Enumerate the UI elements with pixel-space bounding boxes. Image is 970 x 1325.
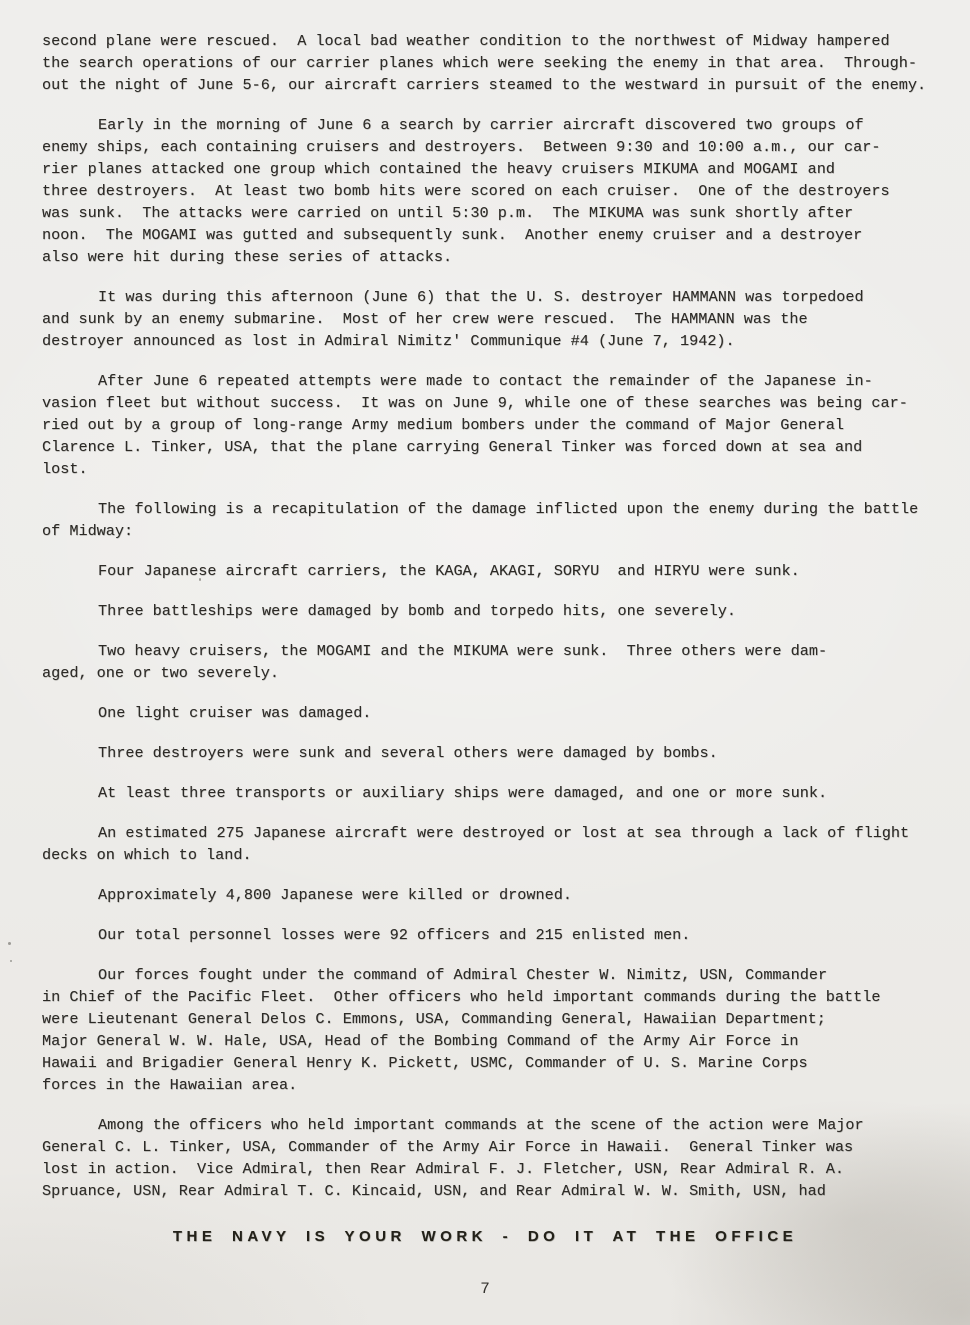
text-line: out the night of June 5-6, our aircraft carriers steamed to the westward in pursuit of the enemy.	[42, 76, 927, 94]
text-line: and sunk by an enemy submarine. Most of her crew were rescued. The HAMMANN was the	[42, 310, 808, 328]
paragraph	[42, 600, 937, 622]
text-line: Four Japanese aircraft carriers, the KAGA, AKAGI, SORYU and HIRYU were sunk.	[98, 562, 800, 580]
paragraph	[42, 560, 937, 582]
text-line: in Chief of the Pacific Fleet. Other officers who held important commands during the battle	[42, 988, 881, 1006]
text-line: One light cruiser was damaged.	[98, 704, 372, 722]
paragraph	[42, 640, 937, 684]
text-line: The following is a recapitulation of the damage inflicted upon the enemy during the battle	[98, 500, 919, 518]
paragraph	[42, 884, 937, 906]
paragraph	[42, 1114, 937, 1202]
text-line: Two heavy cruisers, the MOGAMI and the MIKUMA were sunk. Three others were dam-	[98, 642, 828, 660]
scan-speckle	[8, 942, 11, 945]
text-line: forces in the Hawaiian area.	[42, 1076, 298, 1094]
text-line: Approximately 4,800 Japanese were killed or drowned.	[98, 886, 572, 904]
text-line: second plane were rescued. A local bad weather condition to the northwest of Midway hampered	[42, 32, 890, 50]
footer-slogan: THE NAVY IS YOUR WORK - DO IT AT THE OFFICE	[172, 1228, 798, 1245]
paragraph	[42, 114, 937, 268]
text-line: decks on which to land.	[42, 846, 252, 864]
text-line: Hawaii and Brigadier General Henry K. Pickett, USMC, Commander of U. S. Marine Corps	[42, 1054, 808, 1072]
text-line: Major General W. W. Hale, USA, Head of the Bombing Command of the Army Air Force in	[42, 1032, 799, 1050]
paragraph	[42, 964, 937, 1096]
text-line: also were hit during these series of attacks.	[42, 248, 453, 266]
paragraph	[42, 782, 937, 804]
paragraph	[42, 742, 937, 764]
text-line: ried out by a group of long-range Army medium bombers under the command of Major General	[42, 416, 845, 434]
text-line: An estimated 275 Japanese aircraft were destroyed or lost at sea through a lack of flight	[98, 824, 910, 842]
page-number: 7	[480, 1280, 490, 1298]
text-line: General C. L. Tinker, USA, Commander of the Army Air Force in Hawaii. General Tinker was	[42, 1138, 854, 1156]
body-text	[42, 30, 937, 1220]
text-line: was sunk. The attacks were carried on until 5:30 p.m. The MIKUMA was sunk shortly after	[42, 204, 854, 222]
text-line: were Lieutenant General Delos C. Emmons, USA, Commanding General, Hawaiian Department;	[42, 1010, 826, 1028]
paragraph	[42, 702, 937, 724]
text-line: lost.	[42, 460, 88, 478]
text-line: Early in the morning of June 6 a search by carrier aircraft discovered two groups of	[98, 116, 864, 134]
text-line: rier planes attacked one group which contained the heavy cruisers MIKUMA and MOGAMI and	[42, 160, 835, 178]
paragraph	[42, 286, 937, 352]
text-line: Among the officers who held important commands at the scene of the action were Major	[98, 1116, 864, 1134]
paragraph	[42, 924, 937, 946]
paragraph	[42, 498, 937, 542]
text-line: Three battleships were damaged by bomb and torpedo hits, one severely.	[98, 602, 736, 620]
text-line: destroyer announced as lost in Admiral Nimitz' Communique #4 (June 7, 1942).	[42, 332, 735, 350]
text-line: Our forces fought under the command of Admiral Chester W. Nimitz, USN, Commander	[98, 966, 828, 984]
text-line: Our total personnel losses were 92 officers and 215 enlisted men.	[98, 926, 691, 944]
text-line: noon. The MOGAMI was gutted and subsequently sunk. Another enemy cruiser and a destroyer	[42, 226, 863, 244]
text-line: Spruance, USN, Rear Admiral T. C. Kincaid, USN, and Rear Admiral W. W. Smith, USN, had	[42, 1182, 826, 1200]
text-line: After June 6 repeated attempts were made to contact the remainder of the Japanese in-	[98, 372, 873, 390]
text-line: It was during this afternoon (June 6) that the U. S. destroyer HAMMANN was torpedoed	[98, 288, 864, 306]
text-line: three destroyers. At least two bomb hits were scored on each cruiser. One of the destroyers	[42, 182, 890, 200]
text-line: aged, one or two severely.	[42, 664, 279, 682]
text-line: vasion fleet but without success. It was on June 9, while one of these searches was being car-	[42, 394, 908, 412]
paragraph	[42, 822, 937, 866]
text-line: of Midway:	[42, 522, 134, 540]
scan-speckle	[10, 960, 12, 962]
text-line: lost in action. Vice Admiral, then Rear Admiral F. J. Fletcher, USN, Rear Admiral R. A.	[42, 1160, 845, 1178]
paragraph	[42, 370, 937, 480]
text-line: the search operations of our carrier planes which were seeking the enemy in that area. Through-	[42, 54, 917, 72]
scan-speckle	[199, 578, 201, 581]
text-line: At least three transports or auxiliary ships were damaged, and one or more sunk.	[98, 784, 828, 802]
text-line: Clarence L. Tinker, USA, that the plane carrying General Tinker was forced down at sea and	[42, 438, 863, 456]
paragraph	[42, 30, 937, 96]
text-line: Three destroyers were sunk and several others were damaged by bombs.	[98, 744, 718, 762]
text-line: enemy ships, each containing cruisers and destroyers. Between 9:30 and 10:00 a.m., our car-	[42, 138, 881, 156]
